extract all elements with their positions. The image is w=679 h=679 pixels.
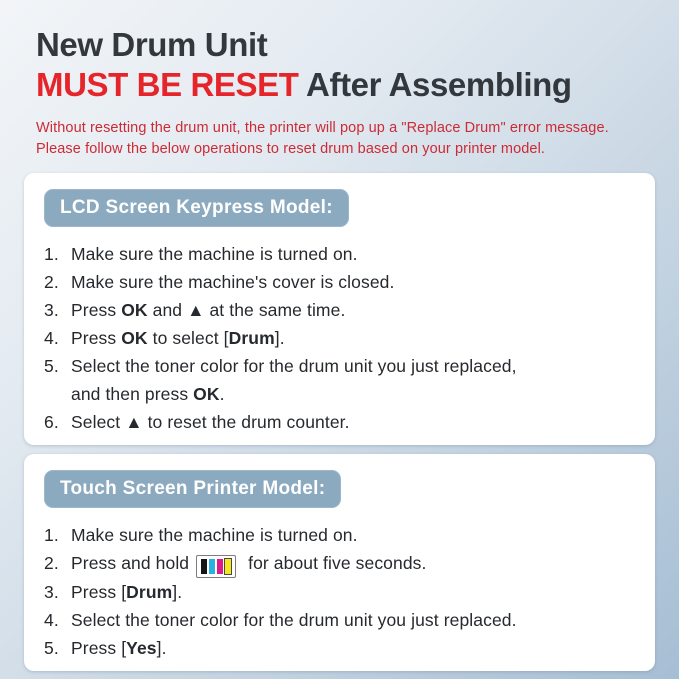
step-text: Press [Yes].	[71, 638, 167, 658]
title-rest: After Assembling	[298, 66, 572, 103]
title-emphasis: MUST BE RESET	[36, 66, 299, 103]
toner-color-bar	[225, 559, 231, 574]
step-item	[44, 296, 635, 324]
step-item	[44, 324, 635, 352]
step-text: Select the toner color for the drum unit you just replaced.	[71, 610, 517, 630]
instruction-card-touch	[24, 454, 655, 671]
steps-list-touch	[44, 521, 635, 662]
step-item	[44, 549, 635, 578]
step-item	[44, 352, 635, 408]
step-number: 1.	[44, 244, 59, 264]
step-text: Press [Drum].	[71, 582, 183, 602]
step-text: Make sure the machine's cover is closed.	[71, 272, 395, 292]
step-number: 5.	[44, 638, 59, 658]
toner-color-bar	[209, 559, 215, 574]
step-text: Press OK and ▲ at the same time.	[71, 300, 346, 320]
step-number: 2.	[44, 553, 59, 573]
card-header-badge-lcd: LCD Screen Keypress Model:	[44, 189, 349, 227]
step-text: Select ▲ to reset the drum counter.	[71, 412, 350, 432]
step-item	[44, 634, 635, 662]
toner-color-bar	[217, 559, 223, 574]
step-text: Make sure the machine is turned on.	[71, 244, 358, 264]
header	[0, 0, 679, 159]
card-header-badge-touch: Touch Screen Printer Model:	[44, 470, 341, 508]
step-item	[44, 521, 635, 549]
instruction-card-lcd	[24, 173, 655, 445]
step-number: 3.	[44, 300, 59, 320]
step-item	[44, 240, 635, 268]
step-item	[44, 268, 635, 296]
step-item	[44, 408, 635, 436]
step-text: Press and hold for about five seconds.	[71, 549, 635, 578]
step-number: 4.	[44, 328, 59, 348]
step-number: 3.	[44, 582, 59, 602]
step-number: 6.	[44, 412, 59, 432]
step-number: 5.	[44, 356, 59, 376]
step-text: Select the toner color for the drum unit you just replaced, and then press OK.	[71, 356, 517, 404]
step-number: 4.	[44, 610, 59, 630]
toner-color-bar	[201, 559, 207, 574]
step-number: 1.	[44, 525, 59, 545]
step-item	[44, 606, 635, 634]
step-text: Press OK to select [Drum].	[71, 328, 285, 348]
toner-cartridge-icon	[196, 555, 236, 578]
steps-list-lcd	[44, 240, 635, 436]
page-title-line2	[36, 65, 645, 105]
subtitle-line1: Without resetting the drum unit, the printer will pop up a "Replace Drum" error message.	[36, 120, 609, 136]
step-item	[44, 578, 635, 606]
step-text: Make sure the machine is turned on.	[71, 525, 358, 545]
step-number: 2.	[44, 272, 59, 292]
page-title-line1: New Drum Unit	[36, 26, 268, 63]
subtitle-line2: Please follow the below operations to reset drum based on your printer model.	[36, 140, 546, 157]
subtitle	[36, 118, 645, 159]
